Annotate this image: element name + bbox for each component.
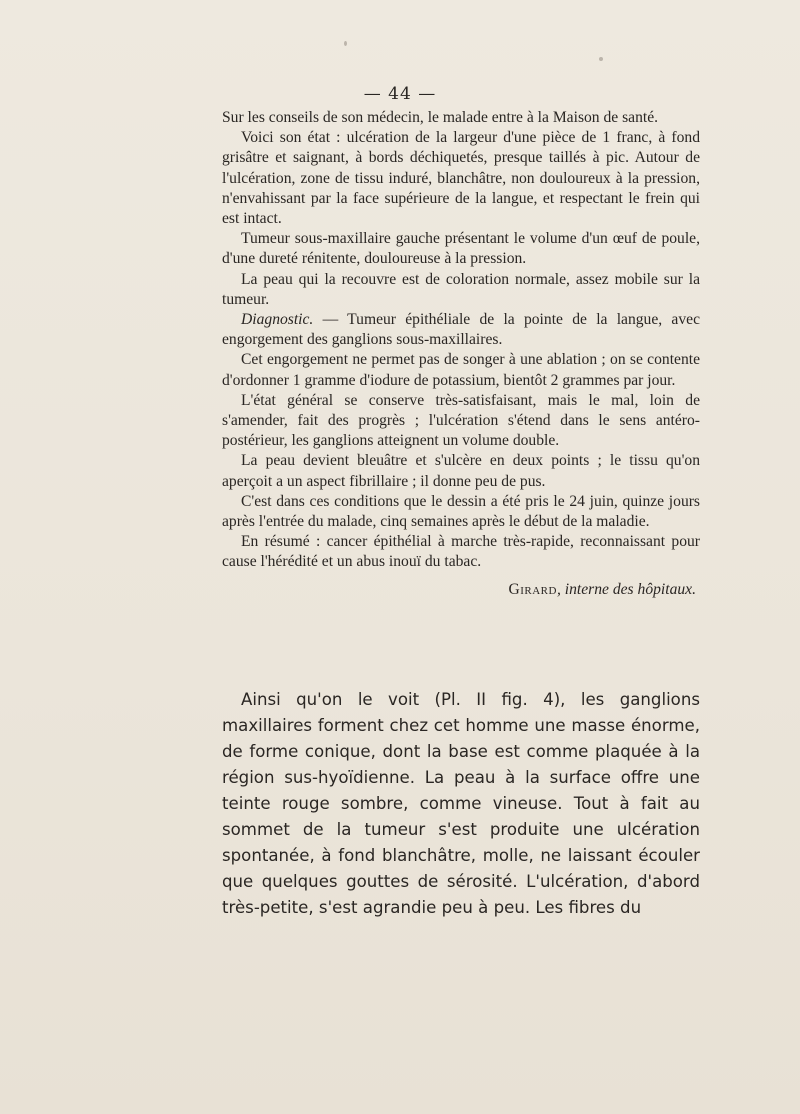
page-number: — 44 — — [363, 84, 437, 104]
diagnostic-text: — Tumeur épithéliale de la pointe de la langue, avec engorgement des ganglions sous-maxillaires. — [222, 311, 700, 349]
signature-name: Girard — [508, 580, 557, 598]
notes-paragraph: La peau devient bleuâtre et s'ulcère en deux points ; le tissu qu'on aperçoit a un aspect fibrillaire ; il donne peu de pus. — [222, 452, 700, 490]
diagnostic-paragraph — [222, 310, 700, 350]
notes-paragraph: C'est dans ces conditions que le dessin a été pris le 24 juin, quinze jours après l'entrée du malade, cinq semaines après le début de la maladie. — [222, 492, 700, 531]
notes-paragraph: Cet engorgement ne permet pas de songer à une ablation ; on se contente d'ordonner 1 gramme d'iodure de potassium, bientôt 2 grammes par jour. — [222, 351, 700, 389]
signature — [222, 580, 700, 600]
paper-speck — [599, 57, 603, 61]
notes-paragraph: Sur les conseils de son médecin, le malade entre à la Maison de santé. — [222, 109, 659, 126]
case-notes — [222, 108, 700, 600]
notes-paragraph: Tumeur sous-maxillaire gauche présentant le volume d'un œuf de poule, d'une dureté rénitente, douloureuse à la pression. — [222, 230, 700, 268]
notes-paragraph: L'état général se conserve très-satisfaisant, mais le mal, loin de s'amender, fait des progrès ; l'ulcération s'étend dans le sens antéro-postérieur, les ganglions atteignent un volume double. — [222, 391, 700, 450]
paper-speck — [344, 41, 347, 46]
main-paragraph: Ainsi qu'on le voit (Pl. II fig. 4), les ganglions maxillaires forment chez cet homme une masse énorme, de forme conique, dont la base est comme plaquée à la région sus-hyoïdienne. La peau à la surface offre une teinte rouge sombre, comme vineuse. Tout à fait au sommet de la tumeur s'est produite une ulcération spontanée, à fond blanchâtre, molle, ne laissant écouler que quelques gouttes de sérosité. L'ulcération, d'abord très-petite, s'est agrandie peu à peu. Les fibres du — [222, 690, 700, 917]
notes-paragraph: La peau qui la recouvre est de coloration normale, assez mobile sur la tumeur. — [222, 270, 700, 308]
diagnostic-label: Diagnostic. — [241, 311, 314, 329]
notes-paragraph: Voici son état : ulcération de la largeur d'une pièce de 1 franc, à fond grisâtre et saignant, à bords déchiquetés, presque taillés à pic. Autour de l'ulcération, zone de tissu induré, blanchâtre, non douloureux à la pression, n'envahissant par la face supérieure de la langue, et respectant le frein qui est intact. — [222, 129, 700, 228]
notes-paragraph: En résumé : cancer épithélial à marche très-rapide, reconnaissant pour cause l'hérédité et un abus inouï du tabac. — [222, 533, 700, 571]
signature-role: , interne des hôpitaux. — [556, 580, 696, 598]
main-text — [222, 687, 700, 921]
